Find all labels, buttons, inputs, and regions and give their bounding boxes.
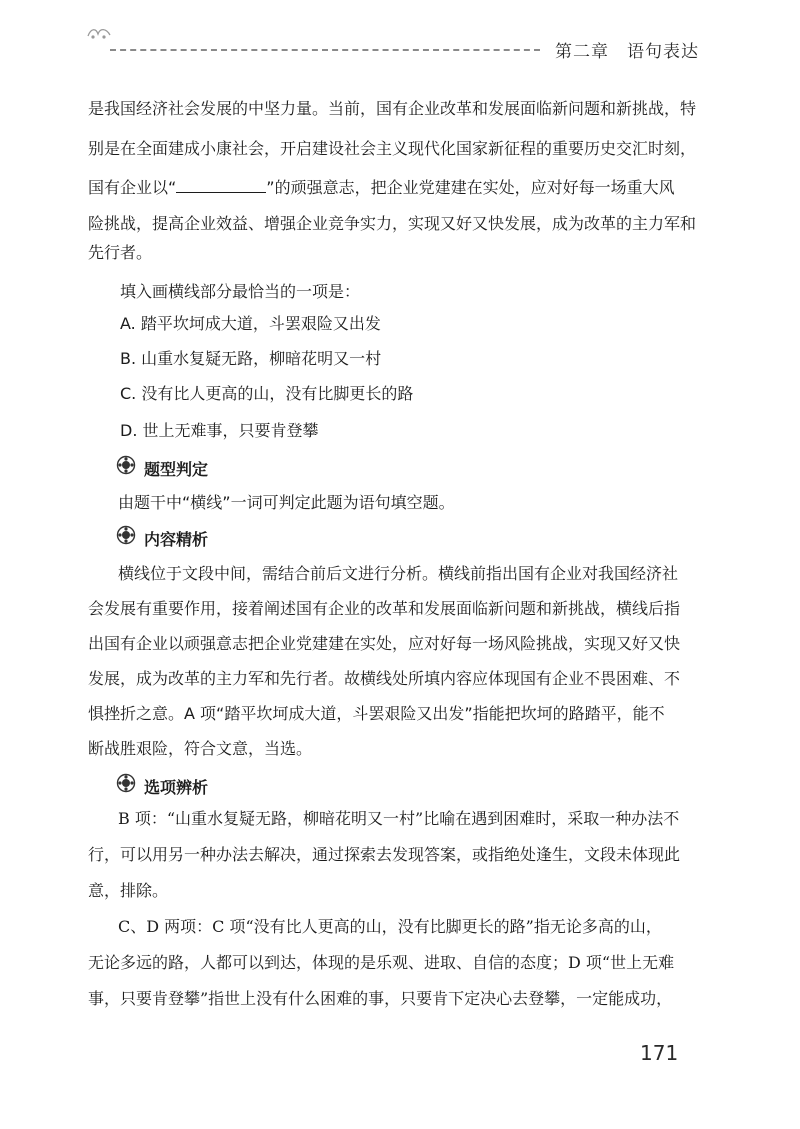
chapter-label: 第二章: [555, 42, 609, 62]
options-line-4: C、D 两项：C 项“没有比人更高的山，没有比脚更长的路”指无论多高的山，: [118, 917, 662, 936]
options-line-3: 意，排除。: [88, 881, 169, 900]
analysis-line-1: 横线位于文段中间，需结合前后文进行分析。横线前指出国有企业对我国经济社: [118, 564, 679, 583]
analysis-line-4: 发展，成为改革的主力军和先行者。故横线处所填内容应体现国有企业不畏困难、不: [88, 669, 681, 688]
intro-line-3: [88, 178, 692, 196]
section-title-type: 题型判定: [144, 460, 209, 479]
intro-line-4: 险挑战，提高企业效益、增强企业竞争实力，实现又好又快发展，成为改革的主力军和: [88, 214, 697, 233]
options-line-6: 事，只要肯登攀”指世上没有什么困难的事，只要肯下定决心去登攀，一定能成功，: [88, 989, 673, 1008]
intro-line-1: 是我国经济社会发展的中坚力量。当前，国有企业改革和发展面临新问题和新挑战，特: [88, 99, 697, 118]
option-c: C. 没有比人更高的山，没有比脚更长的路: [120, 384, 414, 403]
option-b: B. 山重水复疑无路，柳暗花明又一村: [120, 349, 382, 368]
options-line-2: 行，可以用另一种办法去解决，通过探索去发现答案，或指绝处逢生，文段未体现此: [88, 845, 681, 864]
header-rule: [110, 49, 540, 51]
section-label: 语句表达: [627, 42, 699, 62]
intro-line-5: 先行者。: [88, 243, 153, 262]
options-line-5: 无论多远的路，人都可以到达，体现的是乐观、进取、自信的态度；D 项“世上无难: [88, 953, 675, 972]
analysis-line-3: 出国有企业以顽强意志把企业党建建在实处，应对好每一场风险挑战，实现又好又快: [88, 634, 681, 653]
section-flower-icon: [116, 455, 136, 475]
page-number: 171: [640, 1041, 679, 1065]
option-a: A. 踏平坎坷成大道，斗罢艰险又出发: [120, 314, 381, 333]
section-flower-icon: [116, 525, 136, 545]
section-title-analysis: 内容精析: [144, 530, 209, 549]
intro-line-2: 别是在全面建成小康社会，开启建设社会主义现代化国家新征程的重要历史交汇时刻，: [88, 139, 697, 158]
section-title-options: 选项辨析: [144, 778, 209, 797]
running-header: [555, 37, 699, 62]
analysis-line-2: 会发展有重要作用，接着阐述国有企业的改革和发展面临新问题和新挑战，横线后指: [88, 599, 681, 618]
section-flower-icon: [116, 773, 136, 793]
intro-line-3-start: 国有企业以“: [88, 178, 177, 197]
header-ornament-icon: [86, 26, 112, 42]
analysis-line-5: 惧挫折之意。A 项“踏平坎坷成大道，斗罢艰险又出发”指能把坎坷的路踏平，能不: [88, 704, 665, 723]
fill-blank: [176, 178, 266, 193]
analysis-line-6: 断战胜艰险，符合文意，当选。: [88, 739, 313, 758]
type-text: 由题干中“横线”一词可判定此题为语句填空题。: [118, 493, 455, 512]
intro-line-3-end: ”的顽强意志，把企业党建建在实处，应对好每一场重大风: [266, 178, 675, 197]
option-d: D. 世上无难事，只要肯登攀: [120, 421, 319, 440]
options-line-1: B 项：“山重水复疑无路，柳暗花明又一村”比喻在遇到困难时，采取一种办法不: [118, 809, 680, 828]
question-prompt: 填入画横线部分最恰当的一项是：: [120, 282, 361, 301]
